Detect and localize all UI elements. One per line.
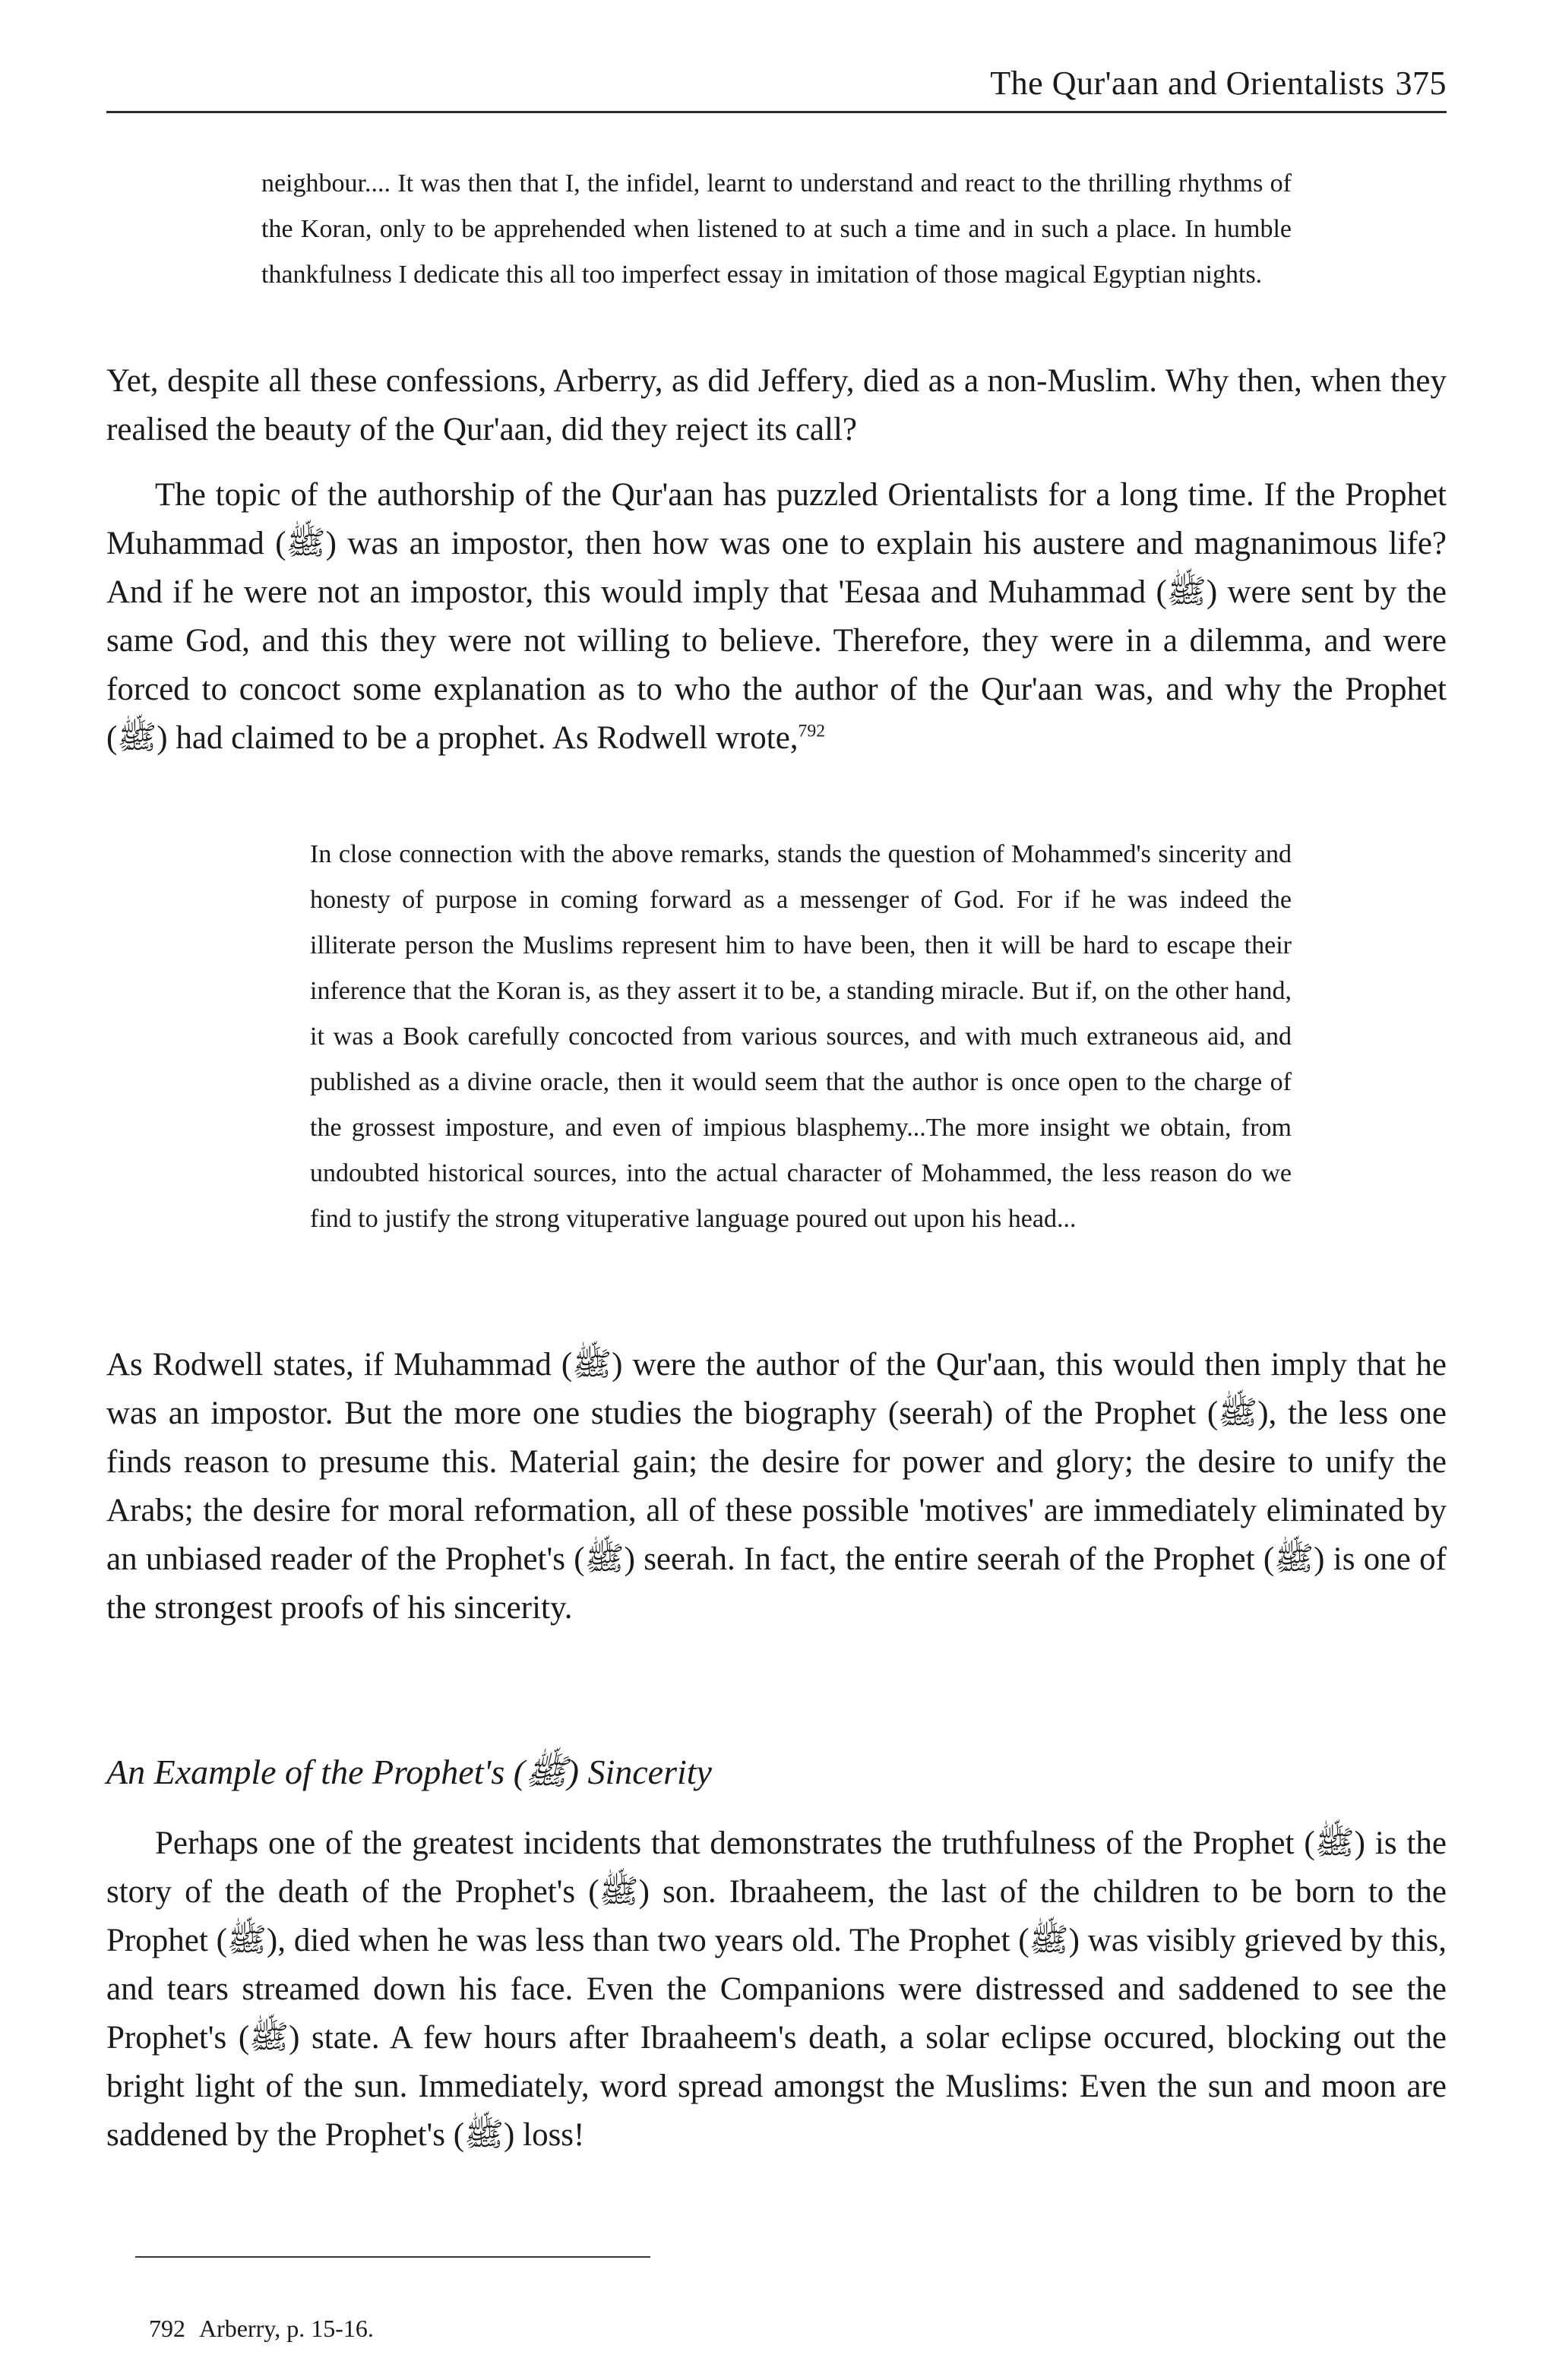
header-rule bbox=[106, 111, 1447, 113]
footnote-text: Arberry, p. 15-16. bbox=[199, 2315, 374, 2342]
page-number: 375 bbox=[1395, 65, 1447, 102]
footnote-number: 792 bbox=[149, 2315, 185, 2342]
paragraph-rodwell-states: As Rodwell states, if Muhammad (ﷺ) were the author of the Qur'aan, this would then imply that he was an impostor. But the more one studies the biography (seerah) of the Prophet (ﷺ), the less one finds reason to presume this. Material gain; the desire for power and glory; the desire to unify the Arabs; the desire for moral reformation, all of these possible 'motives' are immediately eliminated by an unbiased reader of the Prophet's (ﷺ) seerah. In fact, the entire seerah of the Prophet (ﷺ) is one of the strongest proofs of his sincerity. bbox=[106, 1347, 1447, 1626]
footnote bbox=[149, 2309, 374, 2347]
block-quote-arberry: neighbour.... It was then that I, the infidel, learnt to understand and react to the thrilling rhythms of the Koran, only to be apprehended when listened to at such a time and in such a place. In humble thankfulness I dedicate this all too imperfect essay in imitation of those magical Egyptian nights. bbox=[261, 169, 1292, 289]
section-heading: An Example of the Prophet's (ﷺ) Sincerity bbox=[106, 1753, 712, 1791]
footnote-reference[interactable]: 792 bbox=[798, 721, 826, 741]
page-header bbox=[106, 53, 1447, 114]
paragraph-confessions: Yet, despite all these confessions, Arberry, as did Jeffery, died as a non-Muslim. Why then, when they realised the beauty of the Qur'aan, did they reject its call? bbox=[106, 363, 1447, 447]
footnote-rule bbox=[135, 2256, 650, 2258]
paragraph-authorship bbox=[106, 471, 1447, 763]
paragraph-ibraaheem: Perhaps one of the greatest incidents that demonstrates the truthfulness of the Prophet (ﷺ) is the story of the death of the Prophet's (ﷺ) son. Ibraaheem, the last of the children to be born to the Prophet (ﷺ), died when he was less than two years old. The Prophet (ﷺ) was visibly grieved by this, and tears streamed down his face. Even the Companions were distressed and saddened to see the Prophet's (ﷺ) state. A few hours after Ibraaheem's death, a solar eclipse occured, blocking out the bright light of the sun. Immediately, word spread amongst the Muslims: Even the sun and moon are saddened by the Prophet's (ﷺ) loss! bbox=[106, 1825, 1447, 2153]
block-quote-rodwell: In close connection with the above remarks, stands the question of Mohammed's sincerity and honesty of purpose in coming forward as a messenger of God. For if he was indeed the illiterate person the Muslims represent him to have been, then it will be hard to escape their inference that the Koran is, as they assert it to be, a standing miracle. But if, on the other hand, it was a Book carefully concocted from various sources, and with much extraneous aid, and published as a divine oracle, then it would seem that the author is once open to the charge of the grossest imposture, and even of impious blasphemy...The more insight we obtain, from undoubted historical sources, into the actual character of Mohammed, the less reason do we find to justify the strong vituperative language poured out upon his head... bbox=[310, 840, 1292, 1233]
running-head bbox=[990, 53, 1447, 114]
running-title: The Qur'aan and Orientalists bbox=[990, 65, 1385, 102]
paragraph-authorship-text: The topic of the authorship of the Qur'aan has puzzled Orientalists for a long time. If the Prophet Muhammad (ﷺ) was an impostor, then how was one to explain his austere and magnanimous life? And if he were not an impostor, this would imply that 'Eesaa and Muhammad (ﷺ) were sent by the same God, and this they were not willing to believe. Therefore, they were in a dilemma, and were forced to concoct some explanation as to who the author of the Qur'aan was, and why the Prophet (ﷺ) had claimed to be a prophet. As Rodwell wrote, bbox=[106, 477, 1447, 756]
